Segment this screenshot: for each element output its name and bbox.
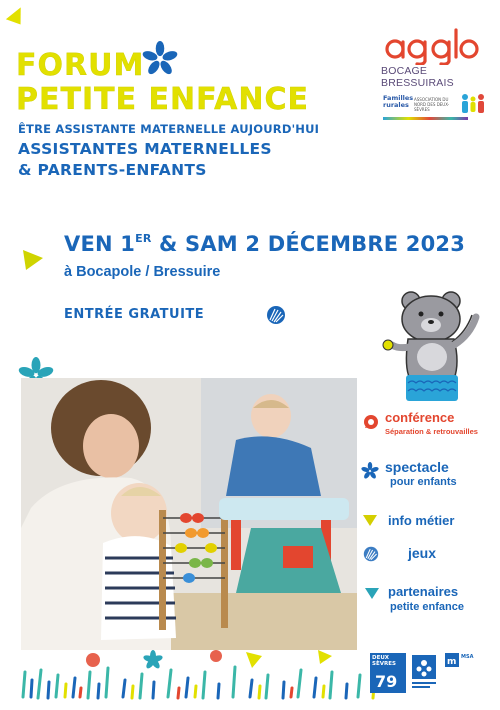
title-forum: FORUM bbox=[16, 48, 145, 83]
event-dates bbox=[64, 232, 465, 256]
green-triangle-decoration bbox=[20, 246, 46, 272]
audience-line-2: & PARENTS-ENFANTS bbox=[18, 161, 207, 179]
msa-logo bbox=[445, 653, 475, 693]
event-place: à Bocapole / Bressuire bbox=[64, 264, 221, 280]
color-strip bbox=[383, 117, 468, 120]
deux-sevres-label: DEUX SÈVRES bbox=[372, 655, 396, 667]
program-item-4-title: jeux bbox=[408, 545, 437, 561]
association-logo: ASSOCIATION DU NORD DES DEUX-SÈVRES bbox=[414, 97, 450, 112]
program-item-2-subtitle: pour enfants bbox=[390, 476, 457, 488]
caf-logo bbox=[410, 653, 438, 693]
free-entry-label: ENTRÉE GRATUITE bbox=[64, 307, 205, 322]
program-item-3-title: info métier bbox=[388, 513, 455, 528]
dates-part2: & SAM 2 DÉCEMBRE 2023 bbox=[151, 232, 466, 256]
blue-flower-icon bbox=[141, 40, 179, 78]
dates-part1: VEN 1 bbox=[64, 232, 136, 256]
grass-strokes-decoration bbox=[18, 642, 388, 702]
svg-text:m: m bbox=[447, 657, 457, 667]
subtitle: ÊTRE ASSISTANTE MATERNELLE AUJOURD'HUI bbox=[18, 122, 320, 136]
program-item-2-title: spectacle bbox=[385, 459, 449, 475]
program-item-1-subtitle: Séparation & retrouvailles bbox=[385, 427, 478, 436]
triangle-icon-teal bbox=[365, 588, 379, 600]
agglo-logo bbox=[380, 25, 480, 65]
family-figures-icon bbox=[459, 91, 487, 117]
msa-label: MSA bbox=[461, 654, 474, 660]
leaf-fan-icon-small bbox=[363, 546, 379, 562]
bear-illustration bbox=[378, 287, 488, 407]
deux-sevres-logo bbox=[370, 653, 406, 693]
partner-logos-top bbox=[383, 91, 488, 121]
familles-rurales-logo: Familles rurales bbox=[383, 94, 414, 109]
department-number: 79 bbox=[375, 672, 398, 691]
leaf-fan-icon bbox=[266, 305, 286, 325]
program-item-5-subtitle: petite enfance bbox=[390, 601, 464, 613]
dates-superscript: ER bbox=[135, 232, 152, 245]
triangle-icon bbox=[363, 515, 377, 527]
audience-line-1: ASSISTANTES MATERNELLES bbox=[18, 140, 272, 158]
photo-mother-and-children bbox=[21, 378, 357, 650]
program-item-5-title: partenaires bbox=[388, 584, 459, 599]
bocage-bressuirais-label: BOCAGE BRESSUIRAIS bbox=[381, 65, 454, 89]
flower-star-icon bbox=[361, 462, 379, 480]
speech-bubble-icon bbox=[363, 414, 379, 430]
yellow-triangle-decoration bbox=[0, 0, 30, 30]
title-petite-enfance: PETITE ENFANCE bbox=[16, 82, 309, 117]
program-item-1-title: conférence bbox=[385, 410, 455, 425]
photo-scene bbox=[21, 378, 357, 650]
